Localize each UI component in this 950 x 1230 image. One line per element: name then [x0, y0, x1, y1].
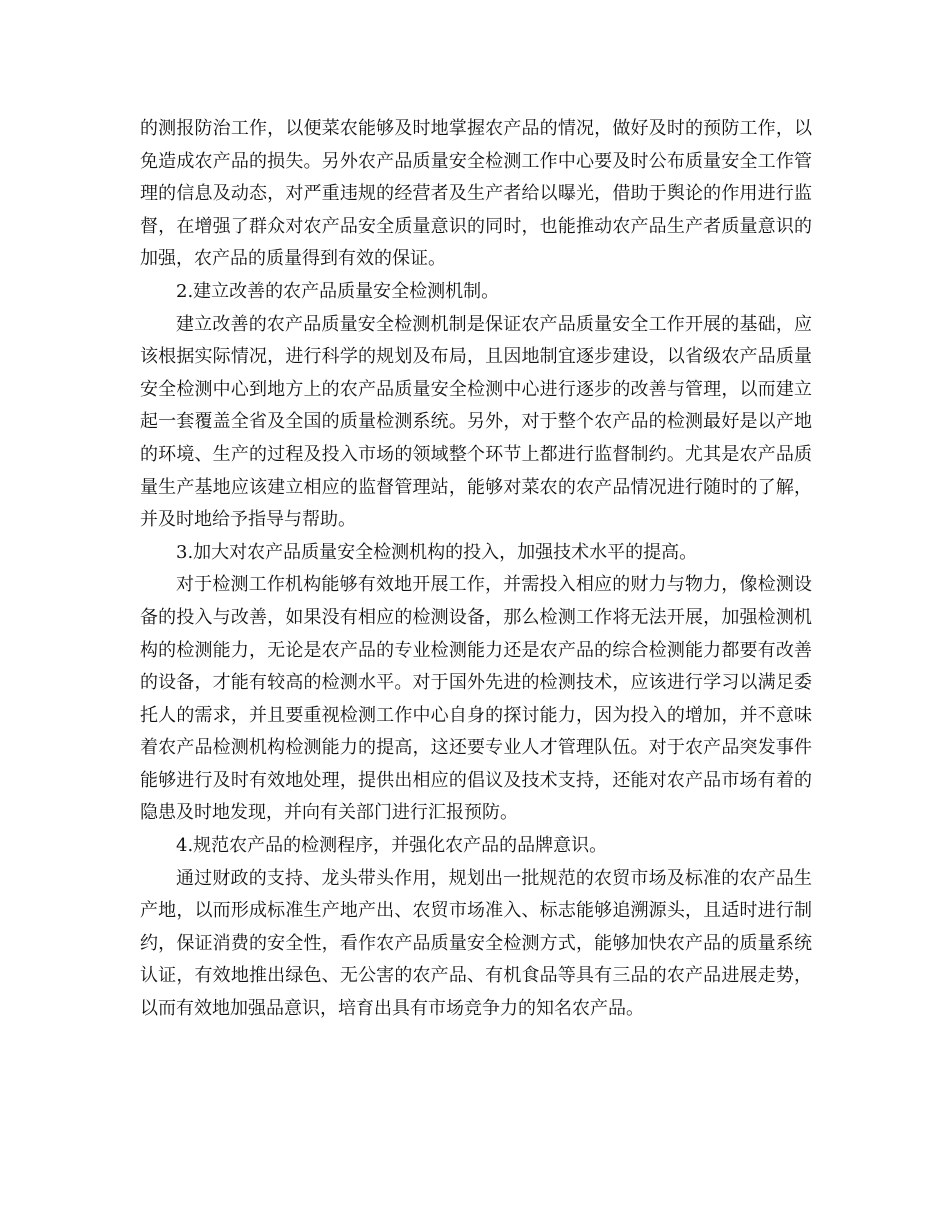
- paragraph-section-2: 建立改善的农产品质量安全检测机制是保证农产品质量安全工作开展的基础，应该根据实际情况，进行科学的规划及布局，且因地制宜逐步建设，以省级农产品质量安全检测中心到地方上的农产品质量安全检测中心进行逐步的改善与管理，以而建立起一套覆盖全省及全国的质量检测系统。另外，对于整个农产品的检测最好是以产地的环境、生产的过程及投入市场的领域整个环节上都进行监督制约。尤其是农产品质量生产基地应该建立相应的监督管理站，能够对菜农的农产品情况进行随时的了解，并及时地给予指导与帮助。: [140, 313, 812, 531]
- paragraph-continued: 的测报防治工作，以便菜农能够及时地掌握农产品的情况，做好及时的预防工作，以免造成农产品的损失。另外农产品质量安全检测工作中心要及时公布质量安全工作管理的信息及动态，对严重违规的经营者及生产者给以曝光，借助于舆论的作用进行监督，在增强了群众对农产品安全质量意识的同时，也能推动农产品生产者质量意识的加强，农产品的质量得到有效的保证。: [140, 118, 812, 270]
- paragraph-section-3: 对于检测工作机构能够有效地开展工作，并需投入相应的财力与物力，像检测设备的投入与改善，如果没有相应的检测设备，那么检测工作将无法开展，加强检测机构的检测能力，无论是农产品的专业检测能力还是农产品的综合检测能力都要有改善的设备，才能有较高的检测水平。对于国外先进的检测技术，应该进行学习以满足委托人的需求，并且要重视检测工作中心自身的探讨能力，因为投入的增加，并不意味着农产品检测机构检测能力的提高，这还要专业人才管理队伍。对于农产品突发事件能够进行及时有效地处理，提供出相应的倡议及技术支持，还能对农产品市场有着的隐患及时地发现，并向有关部门进行汇报预防。: [140, 574, 812, 824]
- document-body: [140, 113, 812, 1026]
- section-heading-3: 3.加大对农产品质量安全检测机构的投入，加强技术水平的提高。: [176, 541, 698, 563]
- section-heading-2: 2.建立改善的农产品质量安全检测机制。: [176, 280, 500, 302]
- paragraph-section-4: 通过财政的支持、龙头带头作用，规划出一批规范的农贸市场及标准的农产品生产地，以而形成标准生产地产出、农贸市场准入、标志能够追溯源头，且适时进行制约，保证消费的安全性，看作农产品质量安全检测方式，能够加快农产品的质量系统认证，有效地推出绿色、无公害的农产品、有机食品等具有三品的农产品进展走势，以而有效地加强品意识，培育出具有市场竞争力的知名农产品。: [140, 867, 812, 1020]
- section-heading-4: 4.规范农产品的检测程序，并强化农产品的品牌意识。: [176, 835, 608, 857]
